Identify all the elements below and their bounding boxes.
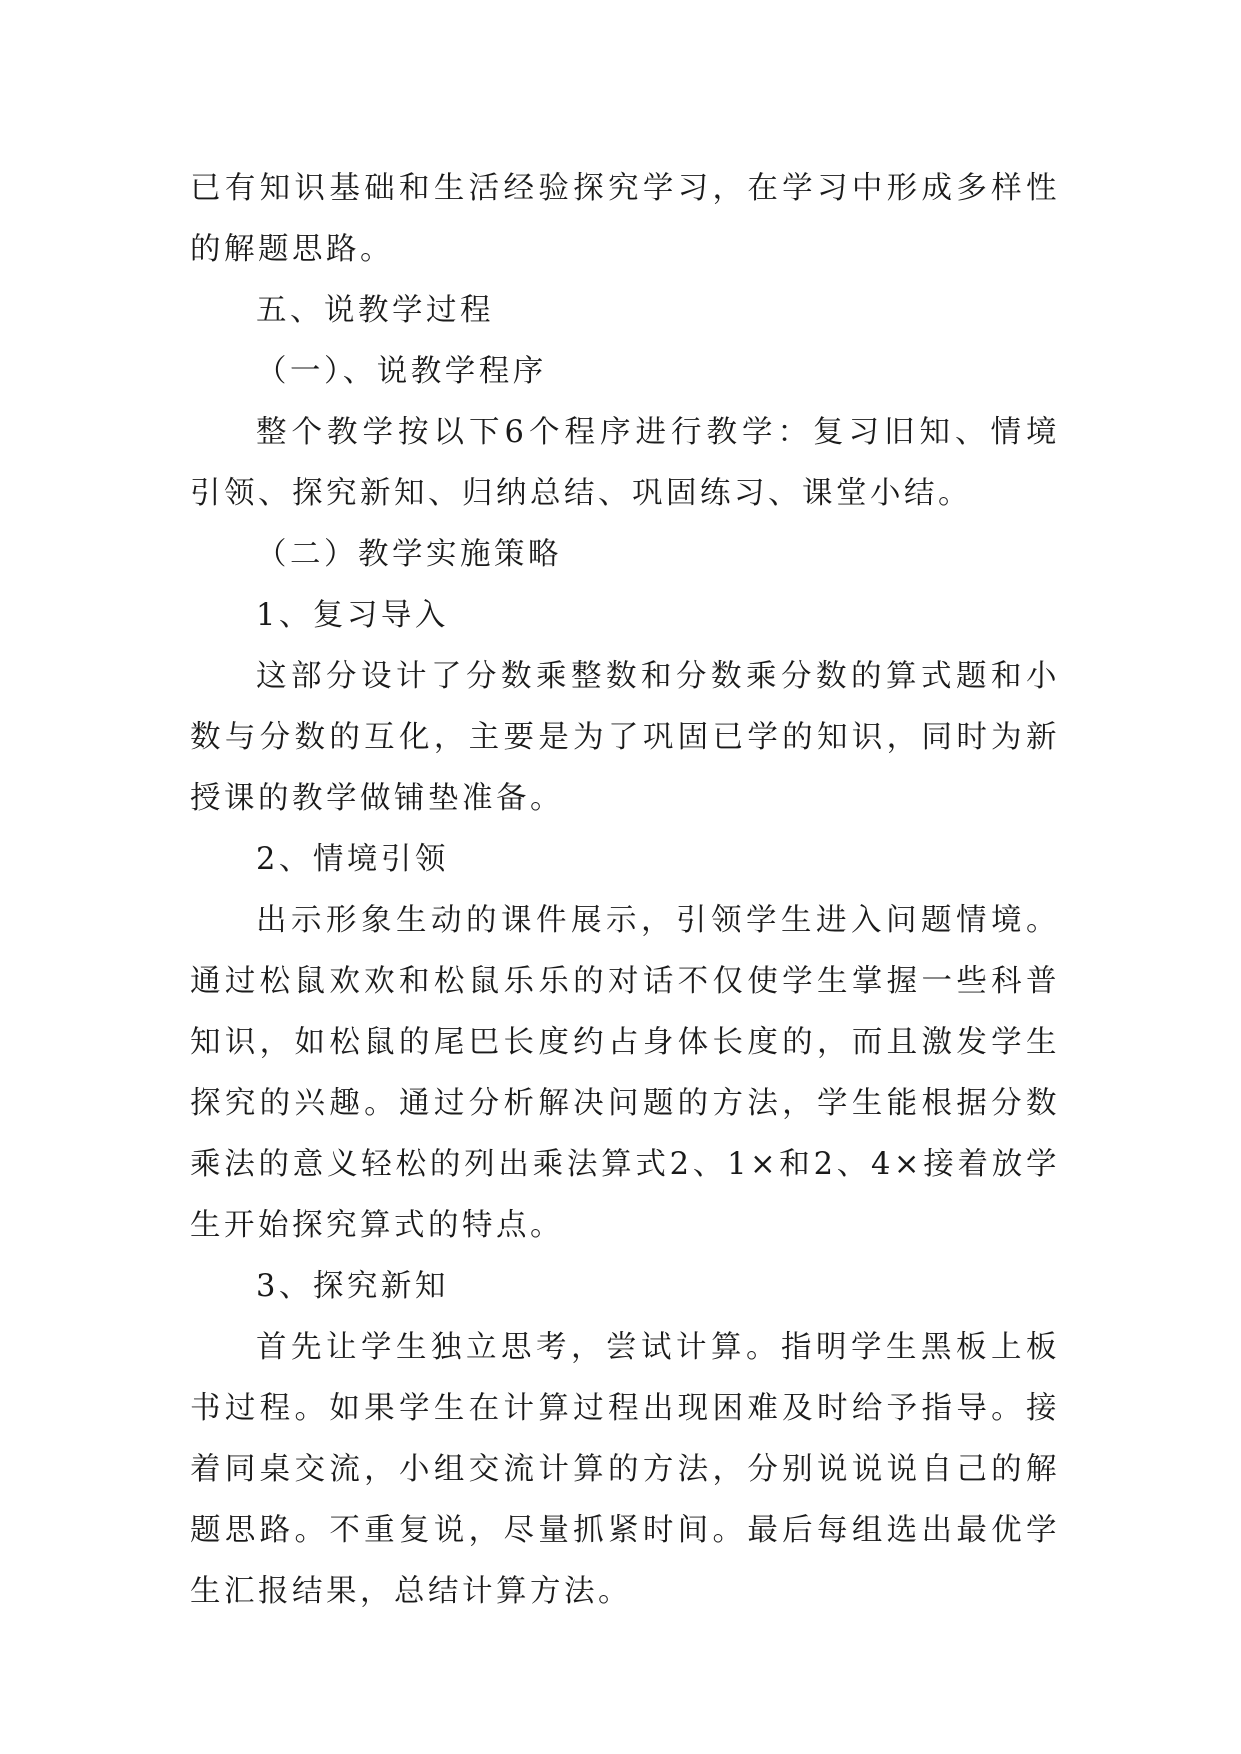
item-heading-situation: 2、情境引领 (256, 842, 449, 877)
paragraph-explore: 首先让学生独立思考，尝试计算。指明学生黑板上板书过程。如果学生在计算过程出现困难及时给予指导。接着同桌交流，小组交流计算的方法，分别说说说自己的解题思路。不重复说，尽量抓紧时间。最后每组选出最优学生汇报结果，总结计算方法。 (190, 1330, 1060, 1609)
subsection-heading-teaching-procedure: （一）、说教学程序 (256, 354, 547, 389)
item-heading-explore: 3、探究新知 (256, 1269, 449, 1304)
section-heading-teaching-process: 五、说教学过程 (256, 293, 494, 328)
paragraph-procedure: 整个教学按以下6个程序进行教学：复习旧知、情境引领、探究新知、归纳总结、巩固练习、课堂小结。 (190, 415, 1060, 511)
paragraph-continued: 已有知识基础和生活经验探究学习，在学习中形成多样性的解题思路。 (190, 171, 1060, 267)
item-heading-review: 1、复习导入 (256, 598, 449, 633)
subsection-heading-strategy: （二）教学实施策略 (256, 537, 562, 572)
document-body (190, 158, 1060, 1622)
paragraph-situation: 出示形象生动的课件展示，引领学生进入问题情境。通过松鼠欢欢和松鼠乐乐的对话不仅使学生掌握一些科普知识，如松鼠的尾巴长度约占身体长度的，而且激发学生探究的兴趣。通过分析解决问题的方法，学生能根据分数乘法的意义轻松的列出乘法算式2、1×和2、4×接着放学生开始探究算式的特点。 (190, 903, 1060, 1243)
paragraph-review: 这部分设计了分数乘整数和分数乘分数的算式题和小数与分数的互化，主要是为了巩固已学的知识，同时为新授课的教学做铺垫准备。 (190, 659, 1060, 816)
